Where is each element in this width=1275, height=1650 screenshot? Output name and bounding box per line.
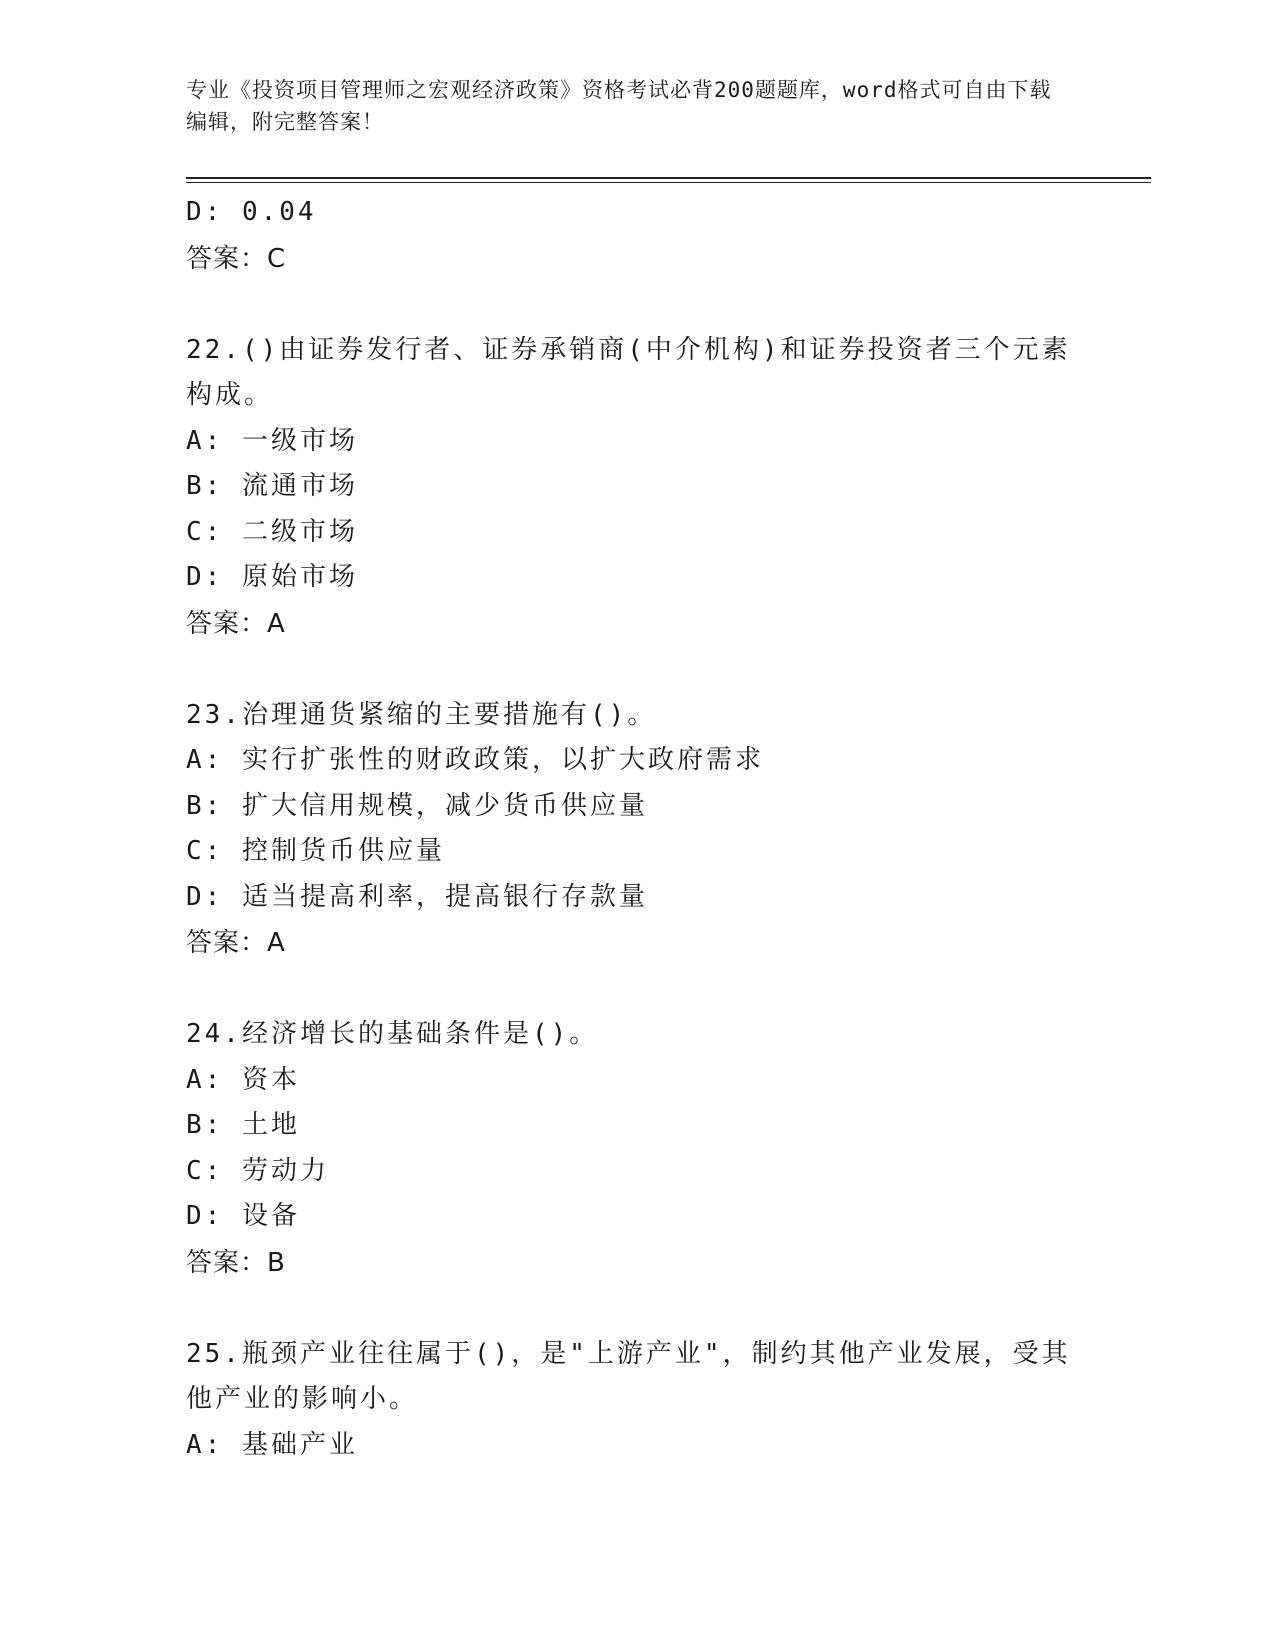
option-d: D: 原始市场 [186,562,358,592]
option-c: C: 控制货币供应量 [186,836,445,866]
option-b: B: 土地 [186,1110,300,1140]
option-d: D: 0.04 [186,197,317,227]
option-list [186,419,1076,601]
answer: 答案：B [186,1247,286,1278]
question-stem: 23.治理通货紧缩的主要措施有()。 [186,699,657,730]
option-list [186,1058,1076,1240]
header-rule-thick [186,177,1151,179]
question-stem: 22.()由证券发行者、证券承销商(中介机构)和证券投资者三个元素构成。 [186,334,1071,410]
header-rule-thin [186,182,1151,183]
option-list [186,738,1076,920]
question-stem: 24.经济增长的基础条件是()。 [186,1019,599,1049]
question-stem: 25.瓶颈产业往往属于()，是"上游产业"，制约其他产业发展，受其他产业的影响小。 [186,1338,1071,1414]
option-a: A: 一级市场 [186,425,358,456]
answer: 答案：A [186,608,286,639]
previous-question-tail [186,190,1076,282]
option-b: B: 扩大信用规模，减少货币供应量 [186,790,648,821]
option-d: D: 设备 [186,1201,300,1231]
option-c: C: 二级市场 [186,516,358,547]
question-25 [186,1332,1076,1469]
question-22 [186,328,1076,647]
option-b: B: 流通市场 [186,471,358,501]
question-24 [186,1012,1076,1286]
answer: 答案：A [186,928,286,958]
document-header: 专业《投资项目管理师之宏观经济政策》资格考试必背200题题库，word格式可自由下载编辑，附完整答案！ [186,78,1052,134]
answer: 答案：C [186,243,287,274]
option-a: A: 资本 [186,1064,300,1095]
option-a: A: 实行扩张性的财政政策，以扩大政府需求 [186,745,764,775]
option-d: D: 适当提高利率，提高银行存款量 [186,881,648,912]
question-23 [186,693,1076,967]
option-c: C: 劳动力 [186,1155,329,1186]
question-content [186,190,1076,1468]
option-a: A: 基础产业 [186,1429,358,1460]
option-list [186,1423,1076,1469]
